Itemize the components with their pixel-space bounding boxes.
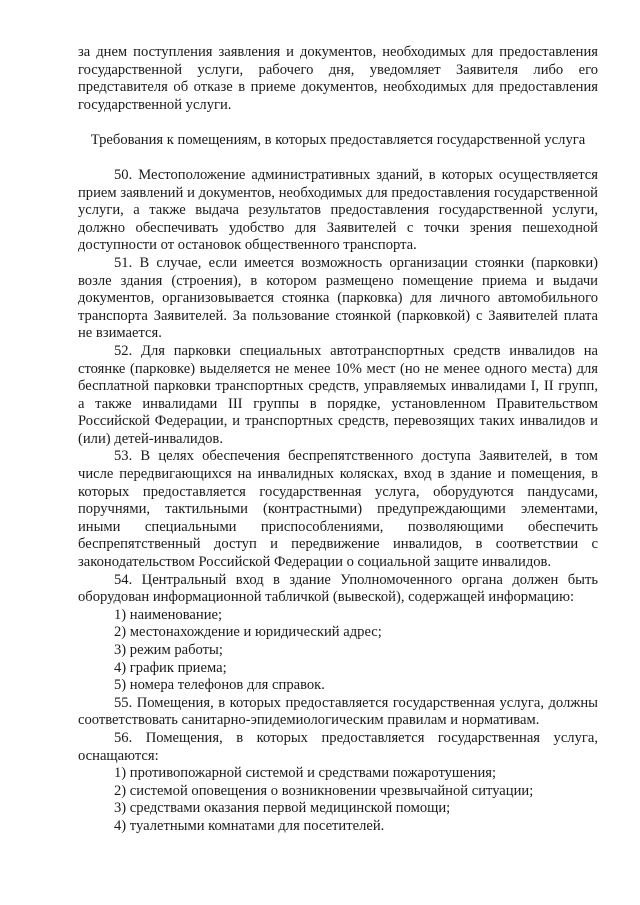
list-item: 3) режим работы; — [114, 642, 223, 658]
list-item: 4) график приема; — [114, 659, 227, 676]
section-heading: Требования к помещениям, в которых предоставляется государственной услуга — [90, 132, 586, 149]
paragraph-51: 51. В случае, если имеется возможность организации стоянки (парковки) возле здания (строения), в котором размещено помещение приема и выдачи документов, организовывается стоянка (парковка) для личного автомобильного транспорта Заявителей. За пользование стоянкой (парковкой) с Заявителей плата не взимается. — [78, 254, 598, 342]
list-item: 2) местонахождение и юридический адрес; — [114, 624, 382, 641]
list-item: 1) противопожарной системой и средствами пожаротушения; — [114, 765, 497, 782]
list-item: 5) номера телефонов для справок. — [114, 677, 325, 694]
list-item: 2) системой оповещения о возникновении чрезвычайной ситуации; — [114, 782, 534, 799]
paragraph-53: 53. В целях обеспечения беспрепятственного доступа Заявителей, в том числе передвигающихся на инвалидных колясках, вход в здание и помещения, в которых предоставляется государственная услуга, оборудуются пандусами, поручнями, тактильными (контрастными) предупреждающими элементами, иными специальными приспособлениями, позволяющими обеспечить беспрепятственный доступ и передвижение инвалидов, в соответствии с законодательством Российской Федерации о социальной защите инвалидов. — [78, 448, 598, 571]
paragraph-56: 56. Помещения, в которых предоставляется государственная услуга, оснащаются: — [78, 729, 598, 764]
document-page — [78, 44, 598, 836]
paragraph-50: 50. Местоположение административных зданий, в которых осуществляется прием заявлений и документов, необходимых для предоставления государственной услуги, а также выдача результатов предоставления государственной услуги, должно обеспечивать удобство для Заявителей с точки зрения пешеходной доступности от остановок общественного транспорта. — [78, 166, 598, 254]
list-item: 3) средствами оказания первой медицинской помощи; — [114, 800, 451, 817]
paragraph-55: 55. Помещения, в которых предоставляется государственная услуга, должны соответствовать санитарно-эпидемиологическим правилам и нормативам. — [78, 694, 598, 729]
list-item: 1) наименование; — [114, 606, 223, 623]
intro-paragraph: за днем поступления заявления и документов, необходимых для предоставления государственной услуги, рабочего дня, уведомляет Заявителя либо его представителя об отказе в приеме документов, необходимых для предоставления государственной услуги. — [78, 44, 598, 113]
list-item: 4) туалетными комнатами для посетителей. — [114, 817, 385, 834]
paragraph-52: 52. Для парковки специальных автотранспортных средств инвалидов на стоянке (парковке) выделяется не менее 10% мест (но не менее одного места) для бесплатной парковки транспортных средств, управляемых инвалидами I, II групп, а также инвалидами III группы в порядке, установленном Правительством Российской Федерации, и транспортных средств, перевозящих таких инвалидов и (или) детей-инвалидов. — [78, 342, 598, 447]
paragraph-54: 54. Центральный вход в здание Уполномоченного органа должен быть оборудован информационной табличкой (вывеской), содержащей информацию: — [78, 571, 598, 606]
